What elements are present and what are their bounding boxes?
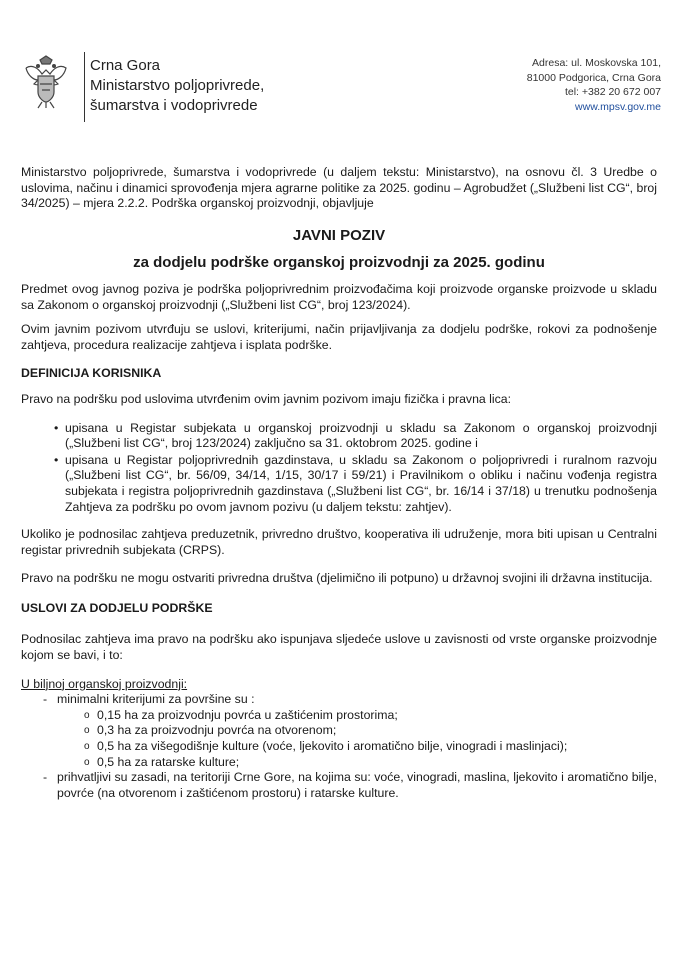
bullet-glyph: • xyxy=(54,452,59,467)
dash-glyph: - xyxy=(43,770,48,785)
document-title: JAVNI POZIV xyxy=(292,226,386,244)
header-divider xyxy=(84,52,85,122)
document-body xyxy=(21,165,657,801)
address-line-2: 81000 Podgorica, Crna Gora xyxy=(526,71,661,84)
criteria-item xyxy=(21,755,657,771)
circle-glyph: o xyxy=(84,725,90,737)
ministry-name xyxy=(90,56,264,116)
dash-item xyxy=(21,770,657,801)
section-heading-conditions: USLOVI ZA DODJELU PODRŠKE xyxy=(21,600,213,615)
eligibility-list xyxy=(21,421,657,516)
list-item-text: upisana u Registar poljoprivrednih gazdinstava, u skladu sa Zakonom o poljoprivredi i ruralnom razvoju („Službeni list CG“, br. 56/09, 34/14, 1/15, 30/17 i 59/21) i Pravilnikom o obliku i načinu vođenja registra subjekata i registra poljoprivrednih gazdinstava („Službeni list CG“, br. 16/14 i 37/18) u trenutku podnošenja Zahtjeva za podršku po ovom javnom pozivu (u daljem tekstu: zahtjev). xyxy=(65,452,657,514)
criteria-item-text: 0,3 ha za proizvodnju povrća na otvorenom; xyxy=(97,723,337,738)
dash-item xyxy=(21,692,657,708)
circle-glyph: o xyxy=(84,709,90,721)
criteria-item xyxy=(21,739,657,755)
circle-glyph: o xyxy=(84,741,90,753)
dash-item-text: minimalni kriterijumi za površine su : xyxy=(57,692,255,707)
phone-number: tel: +382 20 672 007 xyxy=(564,86,661,98)
contact-block xyxy=(527,56,661,114)
conditions-paragraph: Podnosilac zahtjeva ima pravo na podršku ako ispunjava sljedeće uslove u zavisnosti od vrste organske proizvodnje kojom se bavi, i to: xyxy=(21,632,657,663)
dash-item-text: prihvatljivi su zasadi, na teritoriji Crne Gore, na kojima su: voće, vinogradi, maslina, ljekovito i aromatično bilje, povrće (na otvorenom i zaštićenom prostoru) i ratarske kulture. xyxy=(57,770,657,800)
list-item xyxy=(21,453,657,515)
scope-paragraph: Ovim javnim pozivom utvrđuju se uslovi, kriterijumi, način prijavljivanja za dodjelu podrške, rokovi za podnošenje zahtjeva, procedura realizacije zahtjeva i isplata podrške. xyxy=(21,322,657,352)
eligibility-paragraph: Pravo na podršku pod uslovima utvrđenim ovim javnim pozivom imaju fizička i pravna lica: xyxy=(21,391,512,406)
subject-paragraph: Predmet ovog javnog poziva je podrška poljoprivrednim proizvođačima koji proizvode organske proizvode u skladu sa Zakonom o organskoj proizvodnji („Službeni list CG“, broj 123/2024). xyxy=(21,281,657,312)
circle-glyph: o xyxy=(84,756,90,768)
criteria-item-text: 0,15 ha za proizvodnju povrća u zaštićenim prostorima; xyxy=(97,707,398,722)
list-item-text: upisana u Registar subjekata u organskoj proizvodnji u skladu sa Zakonom o organskoj proizvodnji („Službeni list CG“, broj 123/2024) zaključno sa 31. oktobrom 2025. godine i xyxy=(65,420,657,451)
criteria-item-text: 0,5 ha za višegodišnje kulture (voće, ljekovito i aromatično bilje, vinogradi i maslinjaci); xyxy=(97,739,568,754)
crps-paragraph: Ukoliko je podnosilac zahtjeva preduzetnik, privredno društvo, kooperativa ili udruženje, mora biti upisan u Centralni registar privrednih subjekata (CRPS). xyxy=(21,527,657,557)
criteria-item xyxy=(21,708,657,724)
criteria-item xyxy=(21,723,657,739)
org-line-3: šumarstva i vodoprivrede xyxy=(90,97,258,114)
document-subtitle: za dodjelu podrške organskoj proizvodnji za 2025. godinu xyxy=(133,254,545,272)
section-heading-beneficiaries: DEFINICIJA KORISNIKA xyxy=(21,366,162,381)
bullet-glyph: • xyxy=(54,420,59,435)
org-line-1: Crna Gora xyxy=(90,57,161,74)
montenegro-coat-of-arms-icon xyxy=(18,54,74,110)
list-item xyxy=(21,421,657,452)
address-line-1: Adresa: ul. Moskovska 101, xyxy=(532,57,661,69)
exclusion-paragraph: Pravo na podršku ne mogu ostvariti privredna društva (djelimično ili potpuno) u državnoj svojini ili državna institucija. xyxy=(21,571,653,586)
dash-glyph: - xyxy=(43,692,48,707)
plant-production-heading: U biljnoj organskoj proizvodnji: xyxy=(21,676,188,691)
website-link[interactable]: www.mpsv.gov.me xyxy=(575,100,661,113)
letterhead xyxy=(18,50,661,122)
criteria-item-text: 0,5 ha za ratarske kulture; xyxy=(97,754,240,769)
intro-paragraph: Ministarstvo poljoprivrede, šumarstva i vodoprivrede (u daljem tekstu: Ministarstvo), na osnovu čl. 3 Uredbe o uslovima, načinu i dinamici sprovođenja mjera agrarne politike za 2025. godinu – Agrobudžet („Službeni list CG“, broj 34/2025) – mjera 2.2.2. Podrška organskoj proizvodnji, objavljuje xyxy=(21,165,657,211)
org-line-2: Ministarstvo poljoprivrede, xyxy=(90,77,265,94)
